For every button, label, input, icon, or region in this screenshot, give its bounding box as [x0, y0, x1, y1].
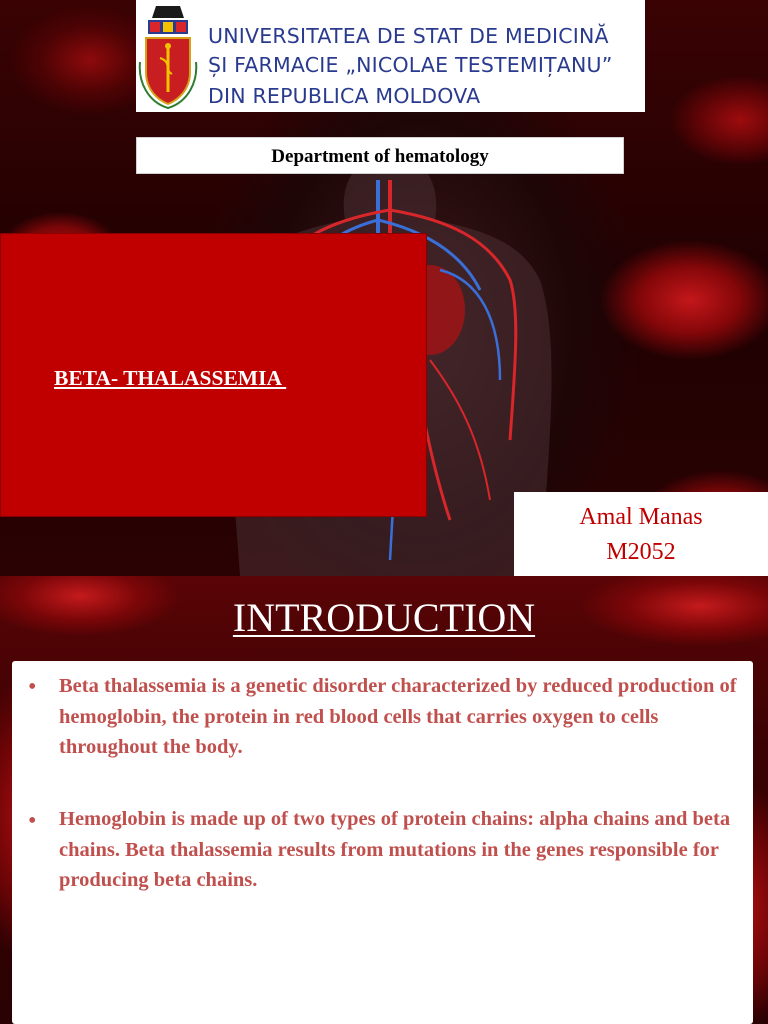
university-crest-icon	[138, 2, 198, 110]
university-name-line-1: UNIVERSITATEA DE STAT DE MEDICINĂ	[208, 24, 609, 48]
bullet-dot: •	[28, 674, 37, 700]
department-label: Department of hematology	[136, 137, 624, 174]
university-banner	[136, 0, 645, 112]
introduction-slide	[0, 576, 768, 1024]
bullet-text-1: Beta thalassemia is a genetic disorder characterized by reduced production of hemoglobin, the protein in red blood cells that carries oxygen to cells throughout the body.	[59, 675, 737, 758]
title-box	[0, 233, 427, 517]
author-box	[514, 492, 768, 576]
slide-heading: INTRODUCTION	[232, 595, 536, 640]
university-name-line-2: ȘI FARMACIE „NICOLAE TESTEMIȚANU”	[208, 53, 613, 77]
bullet-text-2: Hemoglobin is made up of two types of protein chains: alpha chains and beta chains. Beta thalassemia results from mutations in the genes responsible for producing beta chains.	[59, 808, 731, 891]
content-box	[12, 661, 753, 1024]
author-name: Amal Manas	[579, 504, 703, 530]
slide-title: BETA- THALASSEMIA	[54, 366, 287, 390]
bullet-dot: •	[28, 808, 37, 834]
university-name-line-3: DIN REPUBLICA MOLDOVA	[208, 84, 481, 108]
author-id: M2052	[606, 539, 676, 565]
